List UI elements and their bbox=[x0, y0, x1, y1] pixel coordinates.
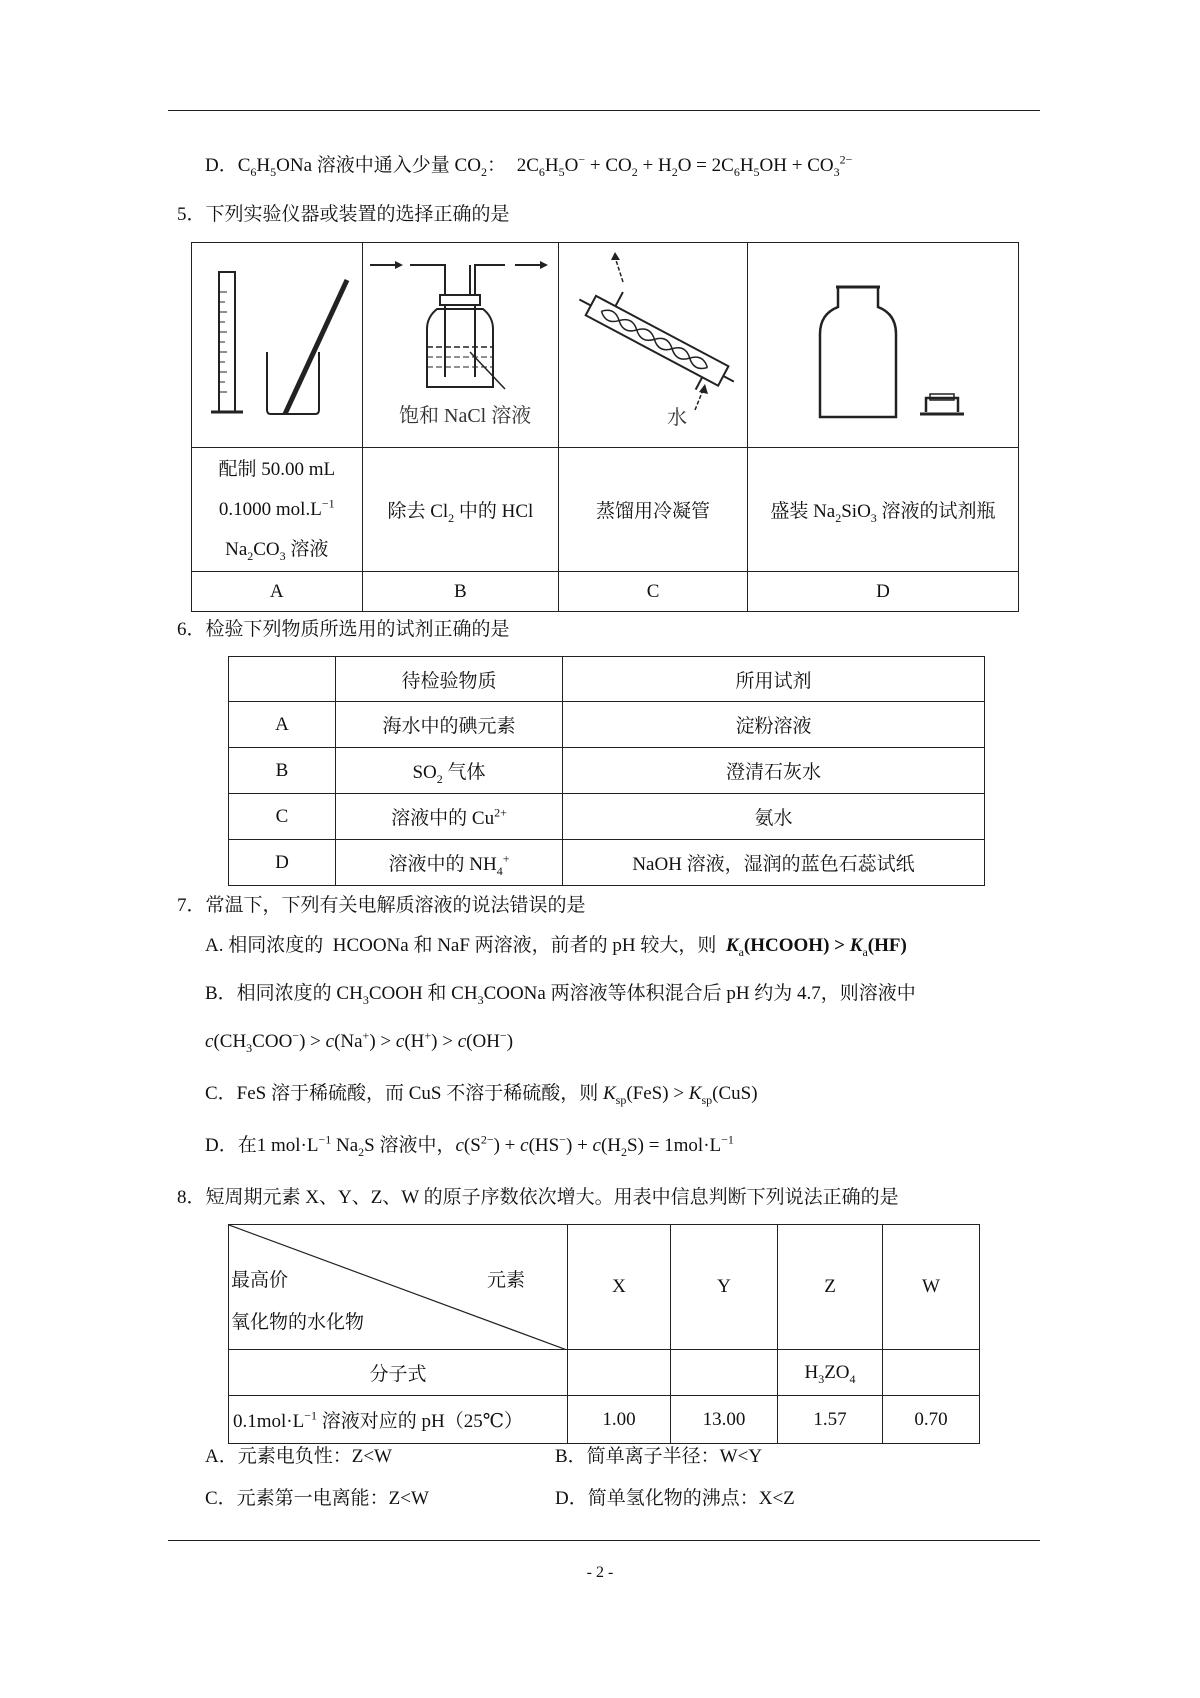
q5-letter-d: D bbox=[747, 572, 1018, 612]
q8-element-x: X bbox=[568, 1225, 671, 1350]
q6-row-a-reagent: 淀粉溶液 bbox=[563, 702, 985, 748]
q8-option-d: D．简单氢化物的沸点：X<Z bbox=[555, 1488, 795, 1509]
q6-row-a-substance: 海水中的碘元素 bbox=[336, 702, 563, 748]
q5-letter-c: C bbox=[559, 572, 748, 612]
q4-option-d: D．$C_6H_5ONa$ 溶液中通入少量 $CO_2$： $2C_6H_5O^- + CO_2 + H_2O = 2C_6H_5OH + CO_3^{2-}$ bbox=[205, 152, 853, 179]
q8-row2-label: $0.1mol\cdot L^{-1}$ 溶液对应的 pH（25℃） bbox=[229, 1396, 568, 1444]
q7-option-c: C．FeS 溶于稀硫酸，而 CuS 不溶于稀硫酸，则 $K_{sp}(FeS) > K_{sp}(CuS)$ bbox=[205, 1083, 758, 1107]
page-number: - 2 - bbox=[586, 1564, 614, 1581]
header-rule bbox=[168, 110, 1040, 111]
q6-row-b-opt: B bbox=[229, 748, 336, 794]
q5-figure-d bbox=[747, 243, 1018, 448]
footer-rule bbox=[168, 1540, 1040, 1541]
q8-row1-label: 分子式 bbox=[229, 1350, 568, 1396]
q5-letter-b: B bbox=[362, 572, 559, 612]
q8-row2-w: 0.70 bbox=[883, 1396, 980, 1444]
q7-stem: 7．常温下，下列有关电解质溶液的说法错误的是 bbox=[177, 895, 586, 916]
q5-desc-c: 蒸馏用冷凝管 bbox=[559, 448, 748, 572]
q8-table bbox=[228, 1224, 980, 1444]
reagent-bottle-icon bbox=[768, 252, 998, 432]
diag-top-right: 元素 bbox=[487, 1270, 526, 1291]
q5-figure-a bbox=[192, 243, 363, 448]
q6-row-b-substance: $SO_2$ 气体 bbox=[336, 748, 563, 794]
q7-option-d: D．在1 $mol\cdot L^{-1}$ $Na_2S$ 溶液中，$c(S^{2-}) + c(HS^-) + c(H_2S) = 1mol\cdot L^{-1}$ bbox=[205, 1132, 734, 1159]
diag-left-1: 最高价 bbox=[231, 1270, 289, 1291]
q6-row-c-substance: 溶液中的 $Cu^{2+}$ bbox=[336, 794, 563, 840]
q5-table bbox=[191, 242, 1019, 612]
q5-desc-d: 盛装 $Na_2SiO_3$ 溶液的试剂瓶 bbox=[747, 448, 1018, 572]
q7-option-b-line2: $c(CH_3COO^-) > c(Na^+) > c(H^+) > c(OH^-)$ bbox=[205, 1028, 514, 1055]
q8-row1-w bbox=[883, 1350, 980, 1396]
q5-letter-a: A bbox=[192, 572, 363, 612]
q5-desc-a: 配制 50.00 mL 0.1000 $mol.L^{-1}$ $Na_2CO_3$ 溶液 bbox=[192, 448, 363, 572]
q6-row-c-reagent: 氨水 bbox=[563, 794, 985, 840]
q5-figure-b bbox=[362, 243, 559, 448]
q6-row-b-reagent: 澄清石灰水 bbox=[563, 748, 985, 794]
q8-stem: 8．短周期元素 X、Y、Z、W 的原子序数依次增大。用表中信息判断下列说法正确的是 bbox=[177, 1187, 899, 1208]
q7-option-b-line1: B．相同浓度的 $CH_3COOH$ 和 $CH_3COONa$ 两溶液等体积混合后 pH 约为 4.7，则溶液中 bbox=[205, 983, 916, 1007]
q8-diagonal-header bbox=[229, 1225, 568, 1350]
fig-c-label: 水 bbox=[667, 407, 688, 429]
q8-element-y: Y bbox=[671, 1225, 778, 1350]
q6-row-d-substance: 溶液中的 $NH_4^+$ bbox=[336, 840, 563, 886]
condenser-icon bbox=[563, 252, 743, 432]
q8-option-c: C．元素第一电离能：Z<W bbox=[205, 1488, 429, 1509]
q6-table bbox=[228, 656, 985, 886]
q5-figure-c bbox=[559, 243, 748, 448]
q7-option-a: A. 相同浓度的 HCOONa 和 NaF 两溶液，前者的 pH 较大，则 $K_a(HCOOH) > K_a(HF)$ bbox=[205, 935, 907, 959]
q8-element-z: Z bbox=[778, 1225, 883, 1350]
cylinder-beaker-icon bbox=[197, 252, 357, 432]
q8-row1-z: $H_3ZO_4$ bbox=[778, 1350, 883, 1396]
q6-header-blank bbox=[229, 657, 336, 702]
q8-row2-z: 1.57 bbox=[778, 1396, 883, 1444]
q8-option-a: A．元素电负性：Z<W bbox=[205, 1446, 392, 1467]
q8-element-w: W bbox=[883, 1225, 980, 1350]
q6-row-a-opt: A bbox=[229, 702, 336, 748]
q6-row-d-reagent: NaOH 溶液，湿润的蓝色石蕊试纸 bbox=[563, 840, 985, 886]
gas-washing-bottle-icon bbox=[365, 247, 555, 437]
q6-row-c-opt: C bbox=[229, 794, 336, 840]
q6-row-d-opt: D bbox=[229, 840, 336, 886]
q6-header-reagent: 所用试剂 bbox=[563, 657, 985, 702]
q8-row2-y: 13.00 bbox=[671, 1396, 778, 1444]
q5-desc-b: 除去 $Cl_2$ 中的 HCl bbox=[362, 448, 559, 572]
q8-row1-x bbox=[568, 1350, 671, 1396]
q6-header-substance: 待检验物质 bbox=[336, 657, 563, 702]
q6-stem: 6．检验下列物质所选用的试剂正确的是 bbox=[177, 619, 510, 640]
diag-left-2: 氧化物的水化物 bbox=[231, 1312, 365, 1333]
fig-b-label: 饱和 NaCl 溶液 bbox=[399, 405, 532, 427]
q8-row2-x: 1.00 bbox=[568, 1396, 671, 1444]
q8-row1-y bbox=[671, 1350, 778, 1396]
q8-option-b: B．简单离子半径：W<Y bbox=[555, 1446, 763, 1467]
q5-stem: 5．下列实验仪器或装置的选择正确的是 bbox=[177, 204, 510, 225]
